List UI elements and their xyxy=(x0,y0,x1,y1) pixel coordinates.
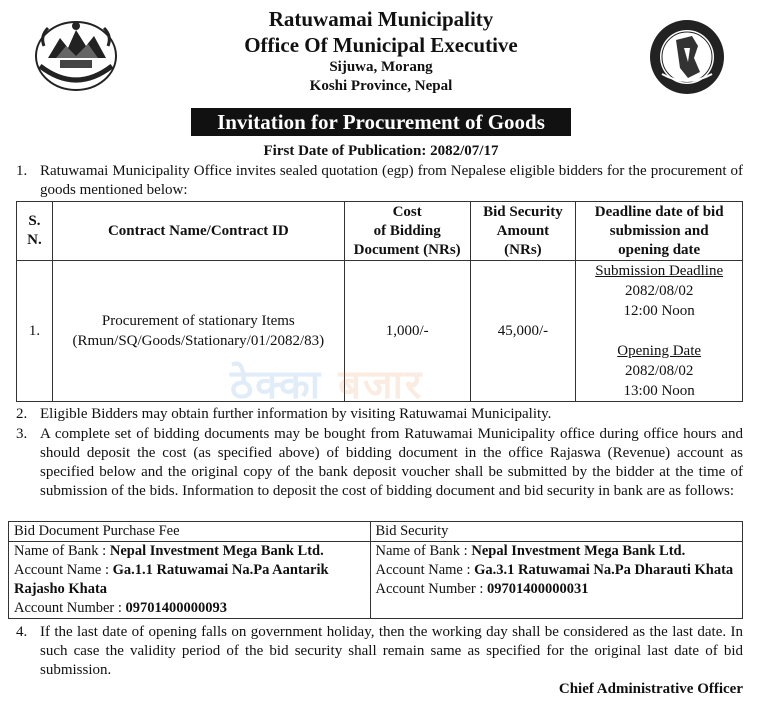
opening-label: Opening Date xyxy=(617,343,702,359)
submission-label: Submission Deadline xyxy=(595,263,724,279)
header-contract: Contract Name/Contract ID xyxy=(52,202,344,261)
paragraph-4 xyxy=(16,623,743,680)
paragraph-number: 4. xyxy=(16,624,28,640)
paragraph-2 xyxy=(16,405,743,424)
fee-account-number: 09701400000093 xyxy=(125,600,228,616)
header-cost: Cost of Bidding Document (NRs) xyxy=(344,202,470,261)
fee-bank-name: Nepal Investment Mega Bank Ltd. xyxy=(109,543,324,559)
submission-time: 12:00 Noon xyxy=(623,303,695,319)
municipality-name: Ratuwamai Municipality xyxy=(268,7,494,31)
cell-sn: 1. xyxy=(17,261,53,402)
opening-time: 13:00 Noon xyxy=(623,383,695,399)
paragraph-1 xyxy=(16,162,743,200)
notice-header xyxy=(0,6,762,106)
paragraph-3 xyxy=(16,425,743,501)
watermark: ठेक्का बजार xyxy=(230,362,424,408)
security-account-number: 09701400000031 xyxy=(487,581,589,597)
security-account-name: Ga.3.1 Ratuwamai Na.Pa Dharauti Khata xyxy=(474,562,734,578)
security-title: Bid Security xyxy=(370,522,743,542)
cell-contract xyxy=(52,261,344,402)
submission-date: 2082/08/02 xyxy=(624,283,694,299)
address-line-1: Sijuwa, Morang xyxy=(329,59,433,75)
table-row xyxy=(17,261,743,402)
office-name: Office Of Municipal Executive xyxy=(244,33,518,57)
fee-account-name: Ga.1.1 Ratuwamai Na.Pa Aantarik Rajasho Khata xyxy=(14,562,329,597)
bank-header-row xyxy=(9,522,743,542)
paragraph-text: A complete set of bidding documents may be bought from Ratuwamai Municipality office during office hours and should deposit the cost (as specified above) of bidding document in the office Rajaswa (Revenue) account as specified below and the original copy of the bank deposit voucher shall be submitted by the bidder at the time of submission of the bids. Information to deposit the cost of bidding document and bid security in bank are as follows: xyxy=(40,426,743,499)
publication-date: First Date of Publication: 2082/07/17 xyxy=(263,143,499,159)
fee-title: Bid Document Purchase Fee xyxy=(9,522,371,542)
bank-details-table xyxy=(8,521,743,619)
security-bank-details: Name of Bank : Nepal Investment Mega Bank Ltd. Account Name : Ga.3.1 Ratuwamai Na.Pa Dharauti Khata Account Number : 09701400000031 xyxy=(370,542,743,619)
paragraph-number: 1. xyxy=(16,163,28,179)
procurement-table xyxy=(16,201,743,402)
paragraph-text: Eligible Bidders may obtain further information by visiting Ratuwamai Municipality. xyxy=(40,406,552,422)
opening-date: 2082/08/02 xyxy=(624,363,694,379)
paragraph-number: 2. xyxy=(16,406,28,422)
security-bank-name: Nepal Investment Mega Bank Ltd. xyxy=(471,543,686,559)
paragraph-text: If the last date of opening falls on government holiday, then the working day shall be considered as the last date. In such case the validity period of the bid security shall remain same as specified for the original last date of bid submission. xyxy=(40,624,743,678)
cell-security: 45,000/- xyxy=(470,261,576,402)
paragraph-number: 3. xyxy=(16,426,28,442)
bank-detail-row xyxy=(9,542,743,619)
header-sn: S. N. xyxy=(17,202,53,261)
cell-deadline xyxy=(576,261,743,402)
signature-title: Chief Administrative Officer xyxy=(558,681,743,697)
notice-title-banner: Invitation for Procurement of Goods xyxy=(191,108,571,136)
fee-bank-details: Name of Bank : Nepal Investment Mega Bank Ltd. Account Name : Ga.1.1 Ratuwamai Na.Pa Aantarik Rajasho Khata Account Number : 09701400000093 xyxy=(9,542,371,619)
header-deadline: Deadline date of bid submission and opening date xyxy=(576,202,743,261)
contract-id: (Rmun/SQ/Goods/Stationary/01/2082/83) xyxy=(72,333,325,349)
paragraph-text: Ratuwamai Municipality Office invites sealed quotation (egp) from Nepalese eligible bidders for the procurement of goods mentioned below: xyxy=(40,163,743,198)
cell-cost: 1,000/- xyxy=(344,261,470,402)
contract-name: Procurement of stationary Items xyxy=(101,313,295,329)
address-line-2: Koshi Province, Nepal xyxy=(309,78,453,94)
table-header-row xyxy=(17,202,743,261)
header-security: Bid Security Amount (NRs) xyxy=(470,202,576,261)
